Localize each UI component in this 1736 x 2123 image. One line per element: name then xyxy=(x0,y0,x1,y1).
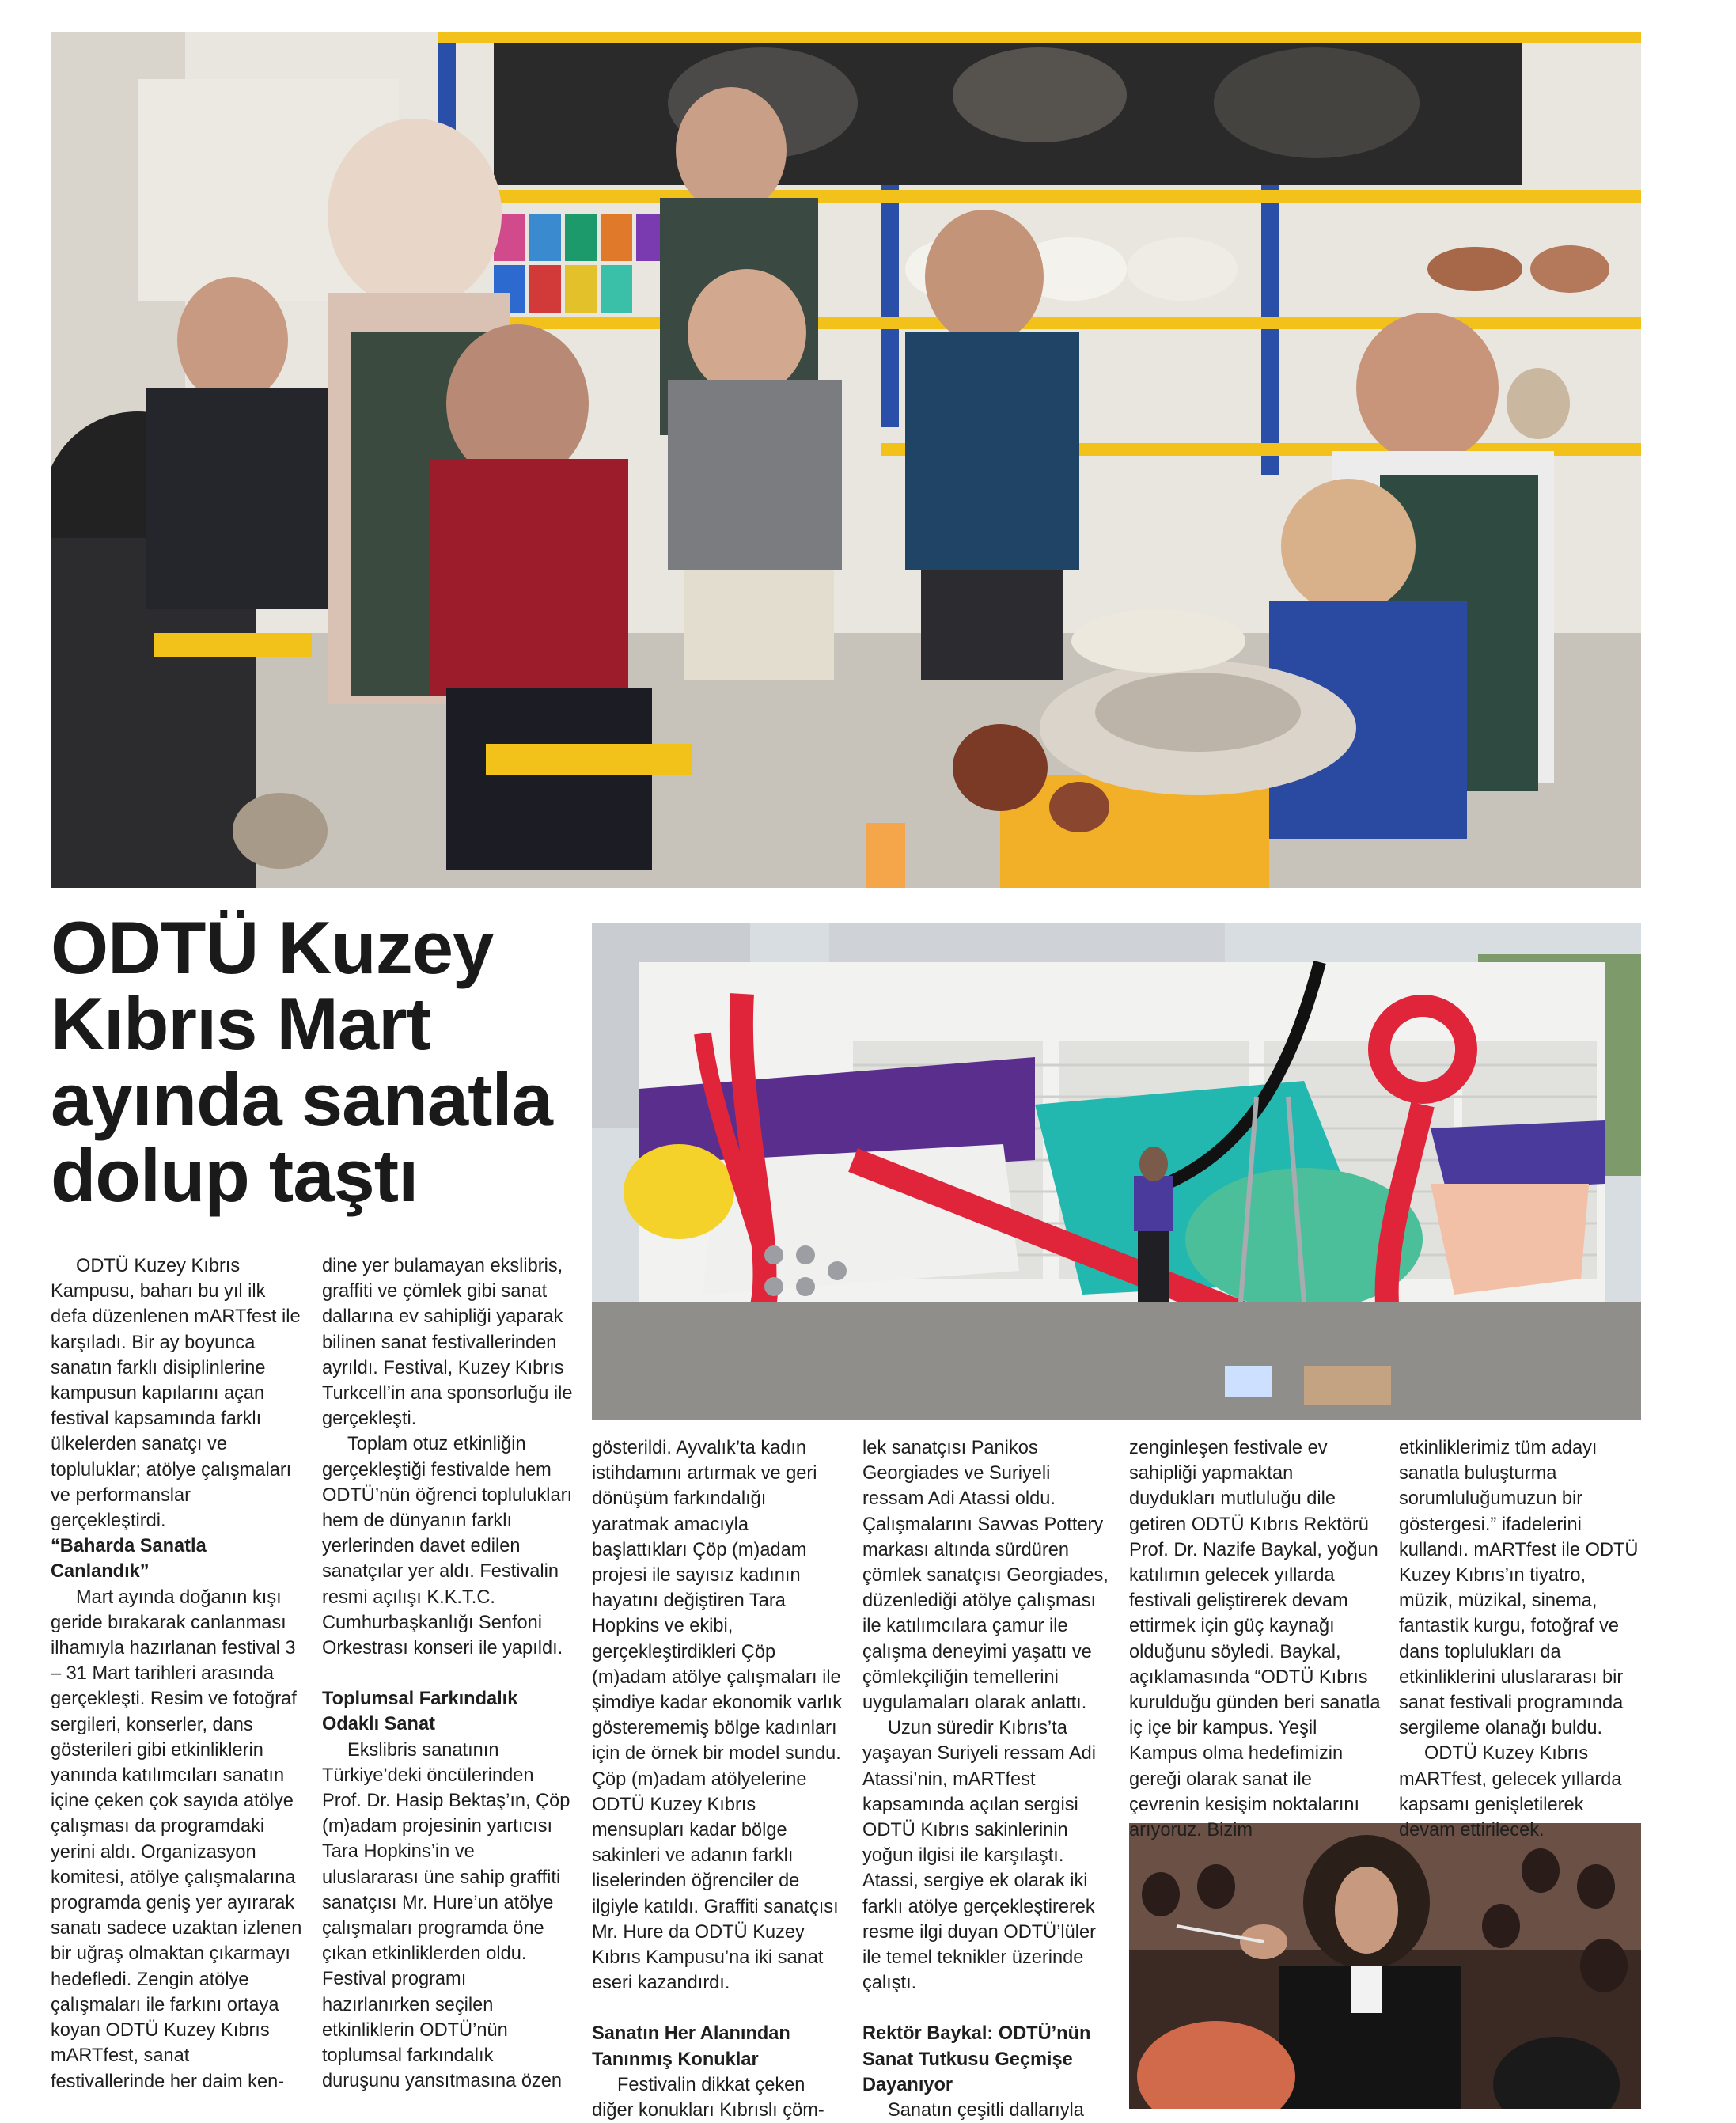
subheading: Sanatın Her Alanından Tanınmış Konuklar xyxy=(592,2023,790,2070)
paragraph: ODTÜ Kuzey Kıbrıs mARTfest, gelecek yıllarda kapsamı genişletilerek devam ettirilecek. xyxy=(1399,1743,1622,1841)
article-column-2 xyxy=(322,1253,574,2095)
paragraph: Uzun süredir Kıbrıs’ta yaşayan Suriyeli ressam Adi Atassi’nin, mARTfest kapsamında açılan sergisi ODTÜ Kıbrıs sakinlerinin yoğun ilgisi ile karşılaştı. Atassi, sergiye ek olarak iki farklı atölye gerçekleştirerek resme ilgi duyan ODTÜ’lüler ile temel teknikler üzerinde çalıştı. xyxy=(862,1718,1097,1994)
article-column-4 xyxy=(862,1435,1114,2123)
pottery-workshop-photo xyxy=(51,32,1641,888)
article-column-1 xyxy=(51,1253,302,2095)
subheading: Toplumsal Farkındalık Odaklı Sanat xyxy=(322,1689,518,1735)
concert-conductor-photo xyxy=(1129,1823,1641,2109)
paragraph: lek sanatçısı Panikos Georgiades ve Suriyeli ressam Adi Atassi oldu. Çalışmalarını Savvas Pottery markası altında sürdüren çömlek sanatçısı Georgiades, düzenlediği atölye çalışması ile katılımcılara çamur ile çalışma deneyimi yaşattı ve çömlekçiliğin temellerini uygulamaları olarak anlattı. xyxy=(862,1438,1109,1714)
subheading: Rektör Baykal: ODTÜ’nün Sanat Tutkusu Geçmişe Dayanıyor xyxy=(862,2023,1091,2095)
paragraph: Sanatın çeşitli dallarıyla xyxy=(888,2100,1084,2121)
paragraph: ODTÜ Kuzey Kıbrıs Kampusu, baharı bu yıl ilk defa düzenlenen mARTfest ile karşıladı. Bir ay boyunca sanatın farklı disiplinlerine kampusun kapılarını açan festival kapsamında farklı ülkelerden sanatçı ve topluluklar; atölye çalışmaları ve performanslar gerçekleştirdi. xyxy=(51,1256,301,1532)
paragraph: Toplam otuz etkinliğin gerçekleştiği festivalde hem ODTÜ’nün öğrenci toplulukları hem de dünyanın farklı yerlerinden davet edilen sanatçılar yer aldı. Festivalin resmi açılışı K.K.T.C. Cumhurbaşkanlığı Senfoni Orkestrası konseri ile yapıldı. xyxy=(322,1434,573,1659)
headline: ODTÜ Kuzey Kıbrıs Mart ayında sanatla dolup taştı xyxy=(51,906,552,1217)
paragraph: etkinliklerimiz tüm adayı sanatla buluşturma sorumluluğumuzun bir göstergesi.” ifadelerini kullandı. mARTfest ile ODTÜ Kuzey Kıbrıs’ın tiyatro, müzik, müzikal, sinema, fantastik kurgu, fotoğraf ve dans toplulukları da etkinliklerini uluslararası bir sanat festivali programında sergileme olanağı buldu. xyxy=(1399,1438,1639,1739)
paragraph: dine yer bulamayan ekslibris, graffiti ve çömlek gibi sanat dallarına ev sahipliği yaparak bilinen sanat festivallerinden ayrıldı. Festival, Kuzey Kıbrıs Turkcell’in ana sponsorluğu ile gerçekleşti. xyxy=(322,1256,573,1430)
paragraph: gösterildi. Ayvalık’ta kadın istihdamını artırmak ve geri dönüşüm farkındalığı yaratmak amacıyla başlattıkları Çöp (m)adam projesi ile sayısız kadının hayatını değiştiren Tara Hopkins ve ekibi, gerçekleştirdikleri Çöp (m)adam atölye çalışmaları ile şimdiye kadar ekonomik varlık gösterememiş bölge kadınları için de örnek bir model sundu. Çöp (m)adam atölyelerine ODTÜ Kuzey Kıbrıs mensupları kadar bölge sakinleri ve adanın farklı liselerinden öğrenciler de ilgiyle katıldı. Graffiti sanatçısı Mr. Hure da ODTÜ Kuzey Kıbrıs Kampusu’na iki sanat eseri kazandırdı. xyxy=(592,1438,843,1994)
subheading: “Baharda Sanatla Canlandık” xyxy=(51,1536,207,1583)
article-column-6 xyxy=(1399,1435,1641,1843)
article-column-3 xyxy=(592,1435,843,2123)
paragraph: Mart ayında doğanın kışı geride bırakarak canlanması ilhamıyla hazırlanan festival 3 – 31 Mart tarihleri arasında gerçekleşti. Resim ve fotoğraf sergileri, konserler, dans gösterileri gibi etkinliklerin yanında katılımcıları sanatın içine çeken çok sayıda atölye çalışması da programdaki yerini aldı. Organizasyon komitesi, atölye çalışmalarına programda geniş yer ayırarak sanatı sadece uzaktan izlenen bir uğraş olmaktan çıkarmayı hedefledi. Zengin atölye çalışmaları ile farkını ortaya koyan ODTÜ Kuzey Kıbrıs mARTfest, sanat festivallerinde her daim ken- xyxy=(51,1587,302,2092)
paragraph: Ekslibris sanatının Türkiye’deki öncülerinden Prof. Dr. Hasip Bektaş’ın, Çöp (m)adam projesinin yartıcısı Tara Hopkins’in ve uluslararası üne sahip graffiti sanatçısı Mr. Hure’un atölye çalışmaları programda öne çıkan etkinliklerden oldu. Festival programı hazırlanırken seçilen etkinliklerin ODTÜ’nün toplumsal farkındalık duruşunu yansıtmasına özen xyxy=(322,1739,570,2092)
graffiti-mural-photo xyxy=(592,923,1641,1420)
paragraph: Festivalin dikkat çeken diğer konukları Kıbrıslı çöm- xyxy=(592,2074,824,2121)
article-column-5 xyxy=(1129,1435,1381,1843)
paragraph: zenginleşen festivale ev sahipliği yapmaktan duydukları mutluluğu dile getiren ODTÜ Kıbrıs Rektörü Prof. Dr. Nazife Baykal, yoğun katılımın gelecek yıllarda festivali geliştirerek devam ettirmek için güç kaynağı olduğunu söyledi. Baykal, açıklamasında “ODTÜ Kıbrıs kurulduğu günden beri sanatla iç içe bir kampus. Yeşil Kampus olma hedefimizin gereği olarak sanat ile çevrenin kesişim noktalarını arıyoruz. Bizim xyxy=(1129,1438,1381,1841)
